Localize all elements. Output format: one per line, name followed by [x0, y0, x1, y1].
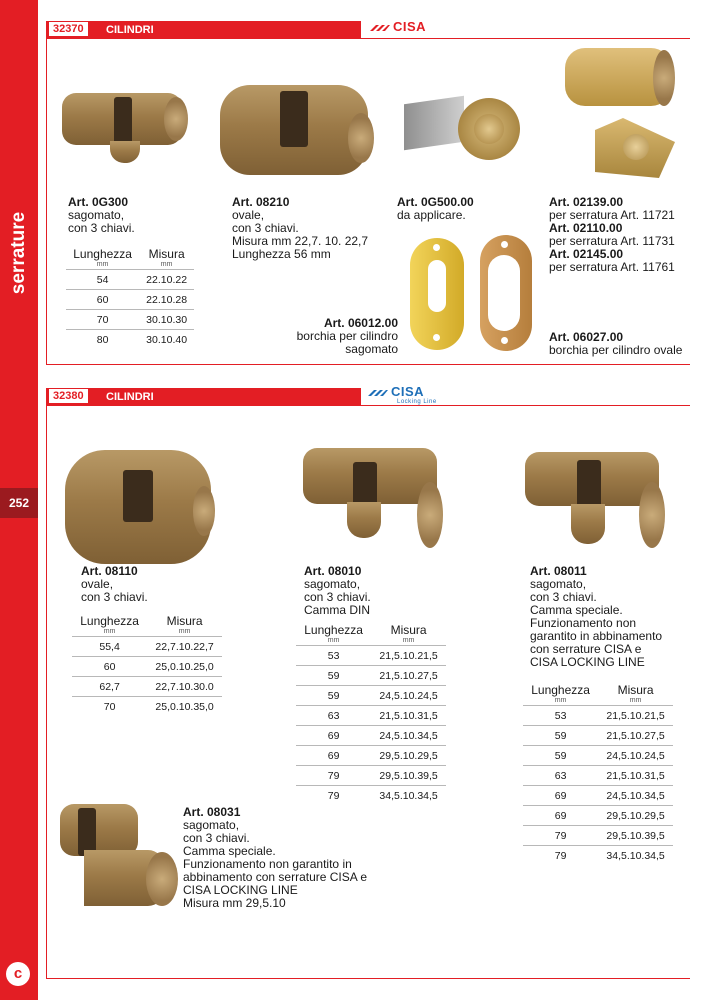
table-row	[523, 846, 673, 866]
table-cell: 29,5.10.39,5	[598, 826, 673, 846]
brand-subtitle: Locking Line	[397, 399, 437, 405]
article-code: Art. 02139.00	[549, 195, 624, 209]
table-row	[296, 726, 446, 746]
table-cell: 79	[296, 766, 371, 786]
column-unit: mm	[629, 697, 642, 704]
article-code: Art. 02145.00	[549, 247, 624, 261]
product-image-06012	[408, 236, 468, 356]
article-code: Art. 08010	[304, 564, 362, 578]
table-row	[296, 666, 446, 686]
table-cell: 70	[72, 697, 147, 717]
table-cell: 69	[296, 726, 371, 746]
product-image-08011	[525, 450, 665, 555]
table-cell: 21,5.10.21,5	[371, 646, 446, 666]
desc-line: con 3 chiavi.	[232, 221, 299, 235]
section-code: 32380	[49, 389, 88, 403]
table-row	[523, 706, 673, 726]
table-row	[523, 766, 673, 786]
column-header: Lunghezza	[73, 247, 132, 261]
table-cell: 25,0.10.35,0	[147, 697, 222, 717]
table-cell: 24,5.10.24,5	[598, 746, 673, 766]
product-08031-description	[183, 806, 367, 910]
desc-line: Camma speciale.	[183, 844, 276, 858]
desc-line: con 3 chiavi.	[68, 221, 135, 235]
article-code: Art. 08210	[232, 195, 290, 209]
table-row	[296, 686, 446, 706]
section-title: CILINDRI	[106, 24, 154, 36]
table-row	[296, 746, 446, 766]
table-cell: 22.10.28	[139, 290, 194, 310]
desc-line: sagomato,	[530, 577, 587, 591]
category-label: serrature	[8, 211, 29, 295]
table-row	[296, 786, 446, 806]
desc-line: per serratura Art. 11721	[549, 208, 675, 222]
table-cell: 21,5.10.31,5	[371, 706, 446, 726]
table-cell: 21,5.10.31,5	[598, 766, 673, 786]
section-header-32370	[46, 21, 361, 39]
table-header-row	[66, 248, 194, 270]
desc-line: Camma DIN	[304, 603, 371, 617]
desc-line: Camma speciale.	[530, 603, 623, 617]
column-unit: mm	[103, 628, 116, 635]
table-cell: 24,5.10.24,5	[371, 686, 446, 706]
column-unit: mm	[402, 637, 415, 644]
section-rule	[46, 364, 690, 365]
table-cell: 21,5.10.27,5	[371, 666, 446, 686]
table-cell: 53	[296, 646, 371, 666]
section-rule	[46, 405, 690, 406]
table-cell: 29,5.10.29,5	[371, 746, 446, 766]
table-row	[72, 657, 222, 677]
cisa-mark-icon	[370, 23, 390, 33]
table-cell: 59	[523, 726, 598, 746]
table-cell: 69	[523, 806, 598, 826]
brand-logo-icon: c	[6, 962, 30, 986]
table-row	[296, 706, 446, 726]
article-code: Art. 02110.00	[549, 221, 623, 235]
table-cell: 30.10.30	[139, 310, 194, 330]
cisa-mark-icon	[368, 388, 388, 398]
article-code: Art. 08011	[530, 564, 587, 578]
table-row	[66, 290, 194, 310]
table-cell: 60	[72, 657, 147, 677]
desc-line: da applicare.	[397, 208, 466, 222]
product-08110-description	[81, 565, 148, 604]
table-cell: 24,5.10.34,5	[598, 786, 673, 806]
product-image-06027	[478, 233, 536, 357]
column-header: Misura	[166, 614, 203, 628]
table-cell: 29,5.10.39,5	[371, 766, 446, 786]
column-header: Lunghezza	[531, 683, 590, 697]
desc-line: sagomato,	[183, 818, 240, 832]
brand-name: CISA	[391, 384, 425, 399]
section-code: 32370	[49, 22, 88, 36]
table-cell: 62,7	[72, 677, 147, 697]
table-cell: 63	[523, 766, 598, 786]
desc-line: abbinamento con serrature CISA e	[183, 870, 368, 884]
table-cell: 80	[66, 330, 139, 350]
desc-line: Lunghezza 56 mm	[232, 247, 331, 261]
product-image-08031	[60, 800, 180, 912]
table-row	[523, 826, 673, 846]
desc-line: con 3 chiavi.	[530, 590, 597, 604]
product-06012-description	[270, 317, 398, 356]
table-cell: 29,5.10.29,5	[598, 806, 673, 826]
product-0g500-description	[397, 196, 474, 222]
table-cell: 59	[296, 686, 371, 706]
desc-line: sagomato,	[68, 208, 125, 222]
product-02139-group-description	[549, 196, 675, 274]
table-row	[296, 646, 446, 666]
column-header: Misura	[617, 683, 654, 697]
table-cell: 24,5.10.34,5	[371, 726, 446, 746]
article-code: Art. 0G500.00	[397, 195, 474, 209]
product-08011-description	[530, 565, 662, 669]
table-cell: 59	[523, 746, 598, 766]
table-row	[72, 697, 222, 717]
desc-line: ovale,	[81, 577, 114, 591]
cisa-logo	[370, 19, 426, 34]
product-08010-description	[304, 565, 371, 617]
table-row	[523, 726, 673, 746]
column-unit: mm	[327, 637, 340, 644]
table-cell: 59	[296, 666, 371, 686]
table-row	[72, 637, 222, 657]
desc-line: Funzionamento non garantito in	[183, 857, 352, 871]
table-cell: 25,0.10.25,0	[147, 657, 222, 677]
size-table-08110	[72, 615, 222, 716]
article-code: Art. 08031	[183, 805, 241, 819]
table-cell: 70	[66, 310, 139, 330]
column-unit: mm	[554, 697, 567, 704]
column-unit: mm	[178, 628, 191, 635]
product-image-08010	[303, 446, 443, 551]
table-row	[66, 310, 194, 330]
size-table-08011	[523, 684, 673, 865]
product-image-0g300	[62, 83, 187, 173]
table-cell: 55,4	[72, 637, 147, 657]
desc-line: con 3 chiavi.	[304, 590, 371, 604]
product-08210-description	[232, 196, 368, 261]
desc-line: Misura mm 29,5.10	[183, 896, 286, 910]
table-cell: 22,7.10.22,7	[147, 637, 222, 657]
table-cell: 54	[66, 270, 139, 290]
desc-line: CISA LOCKING LINE	[183, 883, 298, 897]
desc-line: Misura mm 22,7. 10. 22,7	[232, 234, 369, 248]
table-cell: 79	[296, 786, 371, 806]
cisa-locking-line-logo	[368, 384, 437, 405]
table-header-row	[523, 684, 673, 706]
table-row	[72, 677, 222, 697]
desc-line: borchia per cilindro ovale	[549, 343, 683, 357]
desc-line: ovale,	[232, 208, 265, 222]
table-cell: 22.10.22	[139, 270, 194, 290]
column-unit: mm	[96, 261, 109, 268]
section-title: CILINDRI	[106, 391, 154, 403]
table-cell: 69	[296, 746, 371, 766]
desc-line: per serratura Art. 11761	[549, 260, 675, 274]
desc-line: Funzionamento non	[530, 616, 637, 630]
section-border	[46, 388, 47, 978]
table-row	[523, 746, 673, 766]
brand-name: CISA	[393, 19, 427, 34]
table-cell: 30.10.40	[139, 330, 194, 350]
desc-line: con 3 chiavi.	[183, 831, 250, 845]
table-cell: 79	[523, 846, 598, 866]
desc-line: sagomato,	[304, 577, 361, 591]
article-code: Art. 06012.00	[323, 316, 398, 330]
desc-line: CISA LOCKING LINE	[530, 655, 645, 669]
table-cell: 34,5.10.34,5	[371, 786, 446, 806]
article-code: Art. 08110	[81, 564, 138, 578]
table-row	[523, 786, 673, 806]
table-row	[66, 270, 194, 290]
section-border	[46, 21, 47, 364]
table-cell: 22,7.10.30.0	[147, 677, 222, 697]
column-header: Misura	[390, 623, 427, 637]
product-image-02110	[595, 118, 680, 183]
desc-line: con 3 chiavi.	[81, 590, 148, 604]
section-header-32380	[46, 388, 361, 406]
table-cell: 21,5.10.27,5	[598, 726, 673, 746]
size-table-0g300	[66, 248, 194, 349]
table-cell: 63	[296, 706, 371, 726]
section-rule	[46, 978, 690, 979]
table-header-row	[296, 624, 446, 646]
table-cell: 69	[523, 786, 598, 806]
page-number: 252	[0, 488, 38, 518]
section-rule	[46, 38, 690, 39]
table-row	[66, 330, 194, 350]
product-image-08110	[65, 450, 215, 570]
desc-line: con serrature CISA e	[530, 642, 642, 656]
column-header: Misura	[148, 247, 185, 261]
table-cell: 53	[523, 706, 598, 726]
table-cell: 21,5.10.21,5	[598, 706, 673, 726]
product-image-02139	[565, 46, 677, 114]
desc-line: garantito in abbinamento	[530, 629, 663, 643]
table-header-row	[72, 615, 222, 637]
article-code: Art. 0G300	[68, 195, 129, 209]
desc-line: borchia per cilindro	[296, 329, 398, 343]
column-header: Lunghezza	[304, 623, 363, 637]
table-cell: 79	[523, 826, 598, 846]
desc-line: per serratura Art. 11731	[549, 234, 675, 248]
column-unit: mm	[160, 261, 173, 268]
product-image-08210	[220, 83, 375, 183]
product-0g300-description	[68, 196, 135, 235]
desc-line: sagomato	[345, 342, 398, 356]
table-row	[523, 806, 673, 826]
article-code: Art. 06027.00	[549, 330, 624, 344]
column-header: Lunghezza	[80, 614, 139, 628]
table-cell: 60	[66, 290, 139, 310]
product-06027-description	[549, 331, 682, 357]
product-image-0g500	[398, 82, 528, 177]
table-cell: 34,5.10.34,5	[598, 846, 673, 866]
size-table-08010	[296, 624, 446, 805]
table-row	[296, 766, 446, 786]
